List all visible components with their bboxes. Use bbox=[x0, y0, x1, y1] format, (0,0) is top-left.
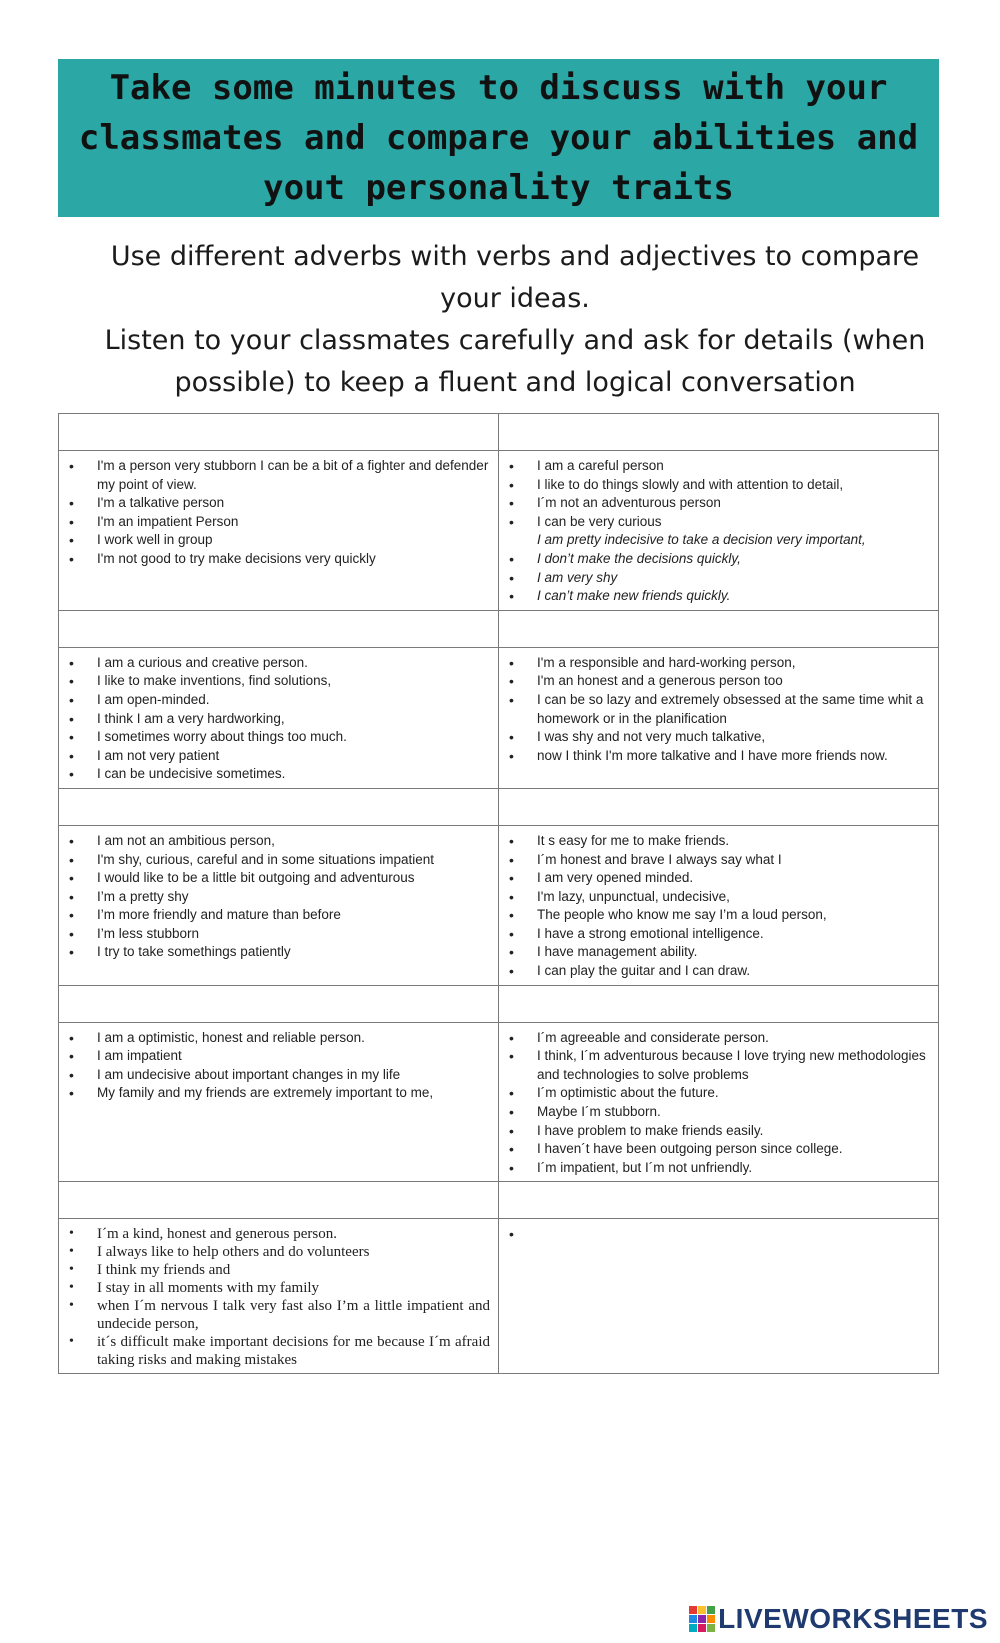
table-cell-left bbox=[59, 1022, 499, 1182]
list-item: • I´m agreeable and considerate person. bbox=[537, 1029, 938, 1048]
blank-cell bbox=[59, 414, 499, 451]
instructions bbox=[100, 236, 930, 404]
blank-cell bbox=[59, 1182, 499, 1219]
table-cell-left bbox=[59, 451, 499, 611]
table-cell-right bbox=[499, 451, 939, 611]
list-item: • I'm lazy, unpunctual, undecisive, bbox=[537, 888, 938, 907]
logo-square bbox=[698, 1615, 706, 1623]
logo-square bbox=[689, 1615, 697, 1623]
logo-square bbox=[689, 1624, 697, 1632]
list-item: • I’m less stubborn bbox=[97, 925, 498, 944]
list-item: • I think I am a very hardworking, bbox=[97, 710, 498, 729]
list-item: • I´m optimistic about the future. bbox=[537, 1084, 938, 1103]
list-item: • My family and my friends are extremely important to me, bbox=[97, 1084, 498, 1103]
blank-cell bbox=[499, 414, 939, 451]
title-banner bbox=[58, 59, 939, 217]
list-item: • It s easy for me to make friends. bbox=[537, 832, 938, 851]
list-item: • I can play the guitar and I can draw. bbox=[537, 962, 938, 981]
list-item: • I'm an impatient Person bbox=[97, 513, 498, 532]
table-cell-right bbox=[499, 647, 939, 788]
list-item: • I would like to be a little bit outgoing and adventurous bbox=[97, 869, 498, 888]
logo-square bbox=[707, 1606, 715, 1614]
list-item: • I don’t make the decisions quickly, bbox=[537, 550, 938, 569]
list-item: • I'm an honest and a generous person too bbox=[537, 672, 938, 691]
list-item: • I can be very curious bbox=[537, 513, 938, 532]
logo-square bbox=[707, 1624, 715, 1632]
list-item: • I'm a responsible and hard-working person, bbox=[537, 654, 938, 673]
blank-cell bbox=[499, 1182, 939, 1219]
table-row bbox=[59, 825, 939, 985]
list-item: • I'm a person very stubborn I can be a bit of a fighter and defender my point of view. bbox=[97, 457, 498, 494]
table-row bbox=[59, 1219, 939, 1374]
logo-square bbox=[698, 1606, 706, 1614]
list-item: • I like to make inventions, find solutions, bbox=[97, 672, 498, 691]
list-item: • I'm not good to try make decisions very quickly bbox=[97, 550, 498, 569]
list-item: • I stay in all moments with my family bbox=[97, 1279, 498, 1297]
list-item: • I think, I´m adventurous because I love trying new methodologies and technologies to solve problems bbox=[537, 1047, 938, 1084]
list-item: • I'm shy, curious, careful and in some situations impatient bbox=[97, 851, 498, 870]
list-item: • I’m more friendly and mature than before bbox=[97, 906, 498, 925]
logo-text: LIVEWORKSHEETS bbox=[718, 1603, 988, 1634]
list-item: • Maybe I´m stubborn. bbox=[537, 1103, 938, 1122]
logo-square bbox=[689, 1606, 697, 1614]
instruction-line-2: Listen to your classmates carefully and ask for details (when possible) to keep a fluent and logical conversation bbox=[104, 325, 926, 398]
list-item: • I can be undecisive sometimes. bbox=[97, 765, 498, 784]
traits-table bbox=[58, 413, 939, 1374]
blank-row bbox=[59, 788, 939, 825]
list-item: • I can be so lazy and extremely obsessed at the same time whit a homework or in the planification bbox=[537, 691, 938, 728]
list-item: • I am undecisive about important changes in my life bbox=[97, 1066, 498, 1085]
list-item: • I think my friends and bbox=[97, 1261, 498, 1279]
logo-square bbox=[698, 1624, 706, 1632]
blank-cell bbox=[59, 788, 499, 825]
list-item: • I am impatient bbox=[97, 1047, 498, 1066]
list-item: • I am not an ambitious person, bbox=[97, 832, 498, 851]
list-item: • I’m a pretty shy bbox=[97, 888, 498, 907]
table-cell-right bbox=[499, 1219, 939, 1374]
list-item: • The people who know me say I’m a loud person, bbox=[537, 906, 938, 925]
list-item: • I am not very patient bbox=[97, 747, 498, 766]
list-item: • I like to do things slowly and with attention to detail, bbox=[537, 476, 938, 495]
logo-mark-icon bbox=[689, 1606, 715, 1632]
list-item: • I´m a kind, honest and generous person. bbox=[97, 1225, 498, 1243]
list-item: • I´m impatient, but I´m not unfriendly. bbox=[537, 1159, 938, 1178]
list-item: • I was shy and not very much talkative, bbox=[537, 728, 938, 747]
list-item: • I am open-minded. bbox=[97, 691, 498, 710]
blank-cell bbox=[59, 985, 499, 1022]
table-cell-left bbox=[59, 647, 499, 788]
list-item: • now I think I'm more talkative and I have more friends now. bbox=[537, 747, 938, 766]
list-item: • I am very opened minded. bbox=[537, 869, 938, 888]
table-row bbox=[59, 451, 939, 611]
list-item: • I am a careful person bbox=[537, 457, 938, 476]
instruction-line-1: Use different adverbs with verbs and adjectives to compare your ideas. bbox=[110, 241, 920, 314]
page-title: Take some minutes to discuss with your classmates and compare your abilities and yout personality traits bbox=[78, 68, 919, 208]
table-row bbox=[59, 1022, 939, 1182]
list-item: I am pretty indecisive to take a decision very important, bbox=[537, 532, 866, 548]
list-item: • I am very shy bbox=[537, 569, 938, 588]
list-item: • I´m not an adventurous person bbox=[537, 494, 938, 513]
list-item: • I always like to help others and do volunteers bbox=[97, 1243, 498, 1261]
liveworksheets-logo bbox=[689, 1603, 988, 1635]
list-item: • it´s difficult make important decisions for me because I´m afraid taking risks and making mistakes bbox=[97, 1333, 498, 1369]
list-item: • I have a strong emotional intelligence. bbox=[537, 925, 938, 944]
blank-cell bbox=[59, 610, 499, 647]
table-row bbox=[59, 647, 939, 788]
table-cell-left bbox=[59, 1219, 499, 1374]
list-item: • I try to take somethings patiently bbox=[97, 943, 498, 962]
blank-cell bbox=[499, 985, 939, 1022]
list-item: • I sometimes worry about things too much. bbox=[97, 728, 498, 747]
list-item: • I'm a talkative person bbox=[97, 494, 498, 513]
table-cell-right bbox=[499, 1022, 939, 1182]
blank-row bbox=[59, 610, 939, 647]
list-item: • I am a optimistic, honest and reliable person. bbox=[97, 1029, 498, 1048]
blank-row bbox=[59, 414, 939, 451]
blank-row bbox=[59, 1182, 939, 1219]
list-item: • I have management ability. bbox=[537, 943, 938, 962]
blank-cell bbox=[499, 788, 939, 825]
table-cell-right bbox=[499, 825, 939, 985]
table-cell-left bbox=[59, 825, 499, 985]
blank-cell bbox=[499, 610, 939, 647]
list-item: • I can’t make new friends quickly. bbox=[537, 587, 938, 606]
logo-square bbox=[707, 1615, 715, 1623]
list-item: • I have problem to make friends easily. bbox=[537, 1122, 938, 1141]
list-item: • I´m honest and brave I always say what I bbox=[537, 851, 938, 870]
list-item: • I haven´t have been outgoing person since college. bbox=[537, 1140, 938, 1159]
list-item: • I am a curious and creative person. bbox=[97, 654, 498, 673]
list-item: • when I´m nervous I talk very fast also I’m a little impatient and undecide person, bbox=[97, 1297, 498, 1333]
blank-row bbox=[59, 985, 939, 1022]
list-item: • I work well in group bbox=[97, 531, 498, 550]
